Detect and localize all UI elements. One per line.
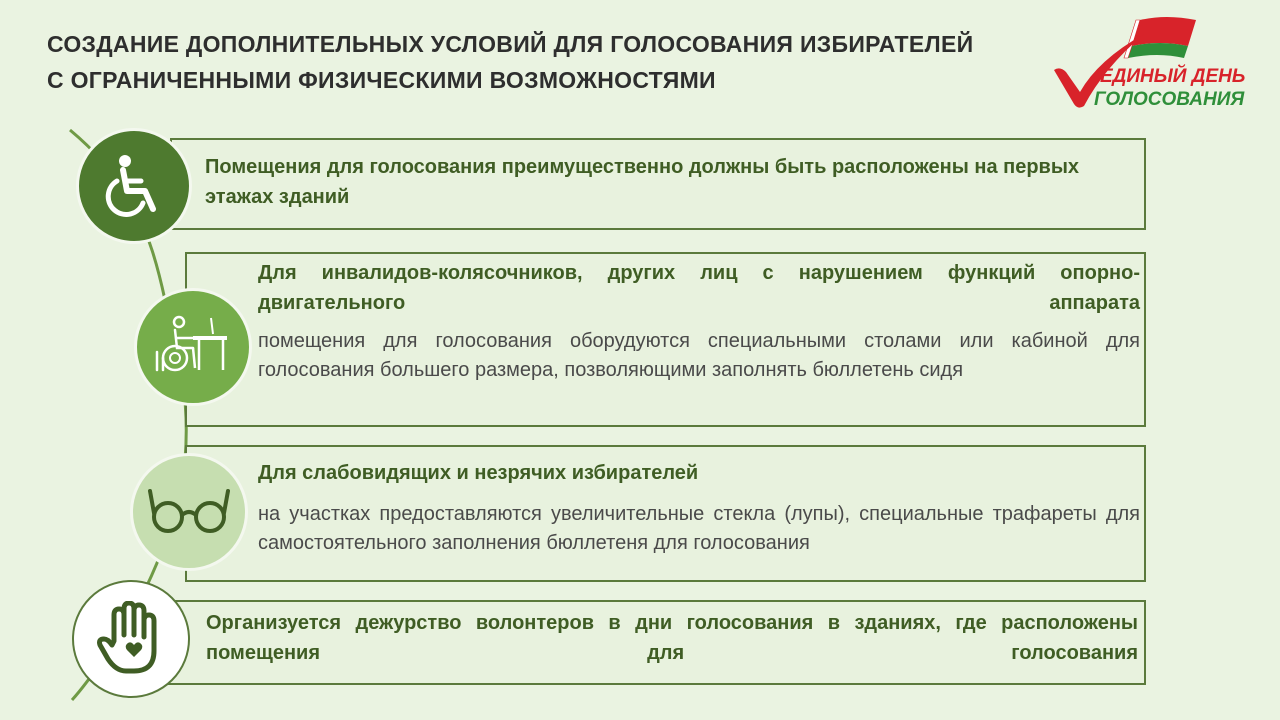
item-circle-2 bbox=[134, 288, 252, 406]
logo-line2: ГОЛОСОВАНИЯ bbox=[1094, 89, 1245, 110]
logo-line1: ЕДИНЫЙ ДЕНЬ bbox=[1100, 66, 1246, 87]
item-heading-3: Для слабовидящих и незрячих избирателей bbox=[258, 462, 699, 484]
item-heading-4: Организуется дежурство волонтеров в дни голосования в зданиях, где расположены помещения для голосования bbox=[206, 612, 1138, 664]
item-circle-4 bbox=[72, 580, 190, 698]
wheelchair-desk-icon bbox=[153, 312, 233, 382]
item-heading-2: Для инвалидов-колясочников, других лиц с нарушением функций опорно-двигательного аппарата bbox=[258, 262, 1140, 314]
glasses-icon bbox=[146, 487, 232, 537]
item-body-3: на участках предоставляются увеличительные стекла (лупы), специальные трафареты для самостоятельного заполнения бюллетеня для голосования bbox=[258, 503, 1140, 554]
hand-heart-icon bbox=[96, 601, 166, 677]
slide-title-line2: С ОГРАНИЧЕННЫМИ ФИЗИЧЕСКИМИ ВОЗМОЖНОСТЯМИ bbox=[47, 67, 716, 93]
item-circle-1 bbox=[76, 128, 192, 244]
slide-title-line1: СОЗДАНИЕ ДОПОЛНИТЕЛЬНЫХ УСЛОВИЙ ДЛЯ ГОЛОСОВАНИЯ ИЗБИРАТЕЛЕЙ bbox=[47, 31, 974, 57]
wheelchair-icon bbox=[99, 151, 169, 221]
item-body-2: помещения для голосования оборудуются специальными столами или кабиной для голосования большего размера, позволяющими заполнять бюллетень сидя bbox=[258, 330, 1140, 381]
item-circle-3 bbox=[130, 453, 248, 571]
item-heading-1: Помещения для голосования преимущественно должны быть расположены на первых этажах зданий bbox=[205, 156, 1080, 208]
